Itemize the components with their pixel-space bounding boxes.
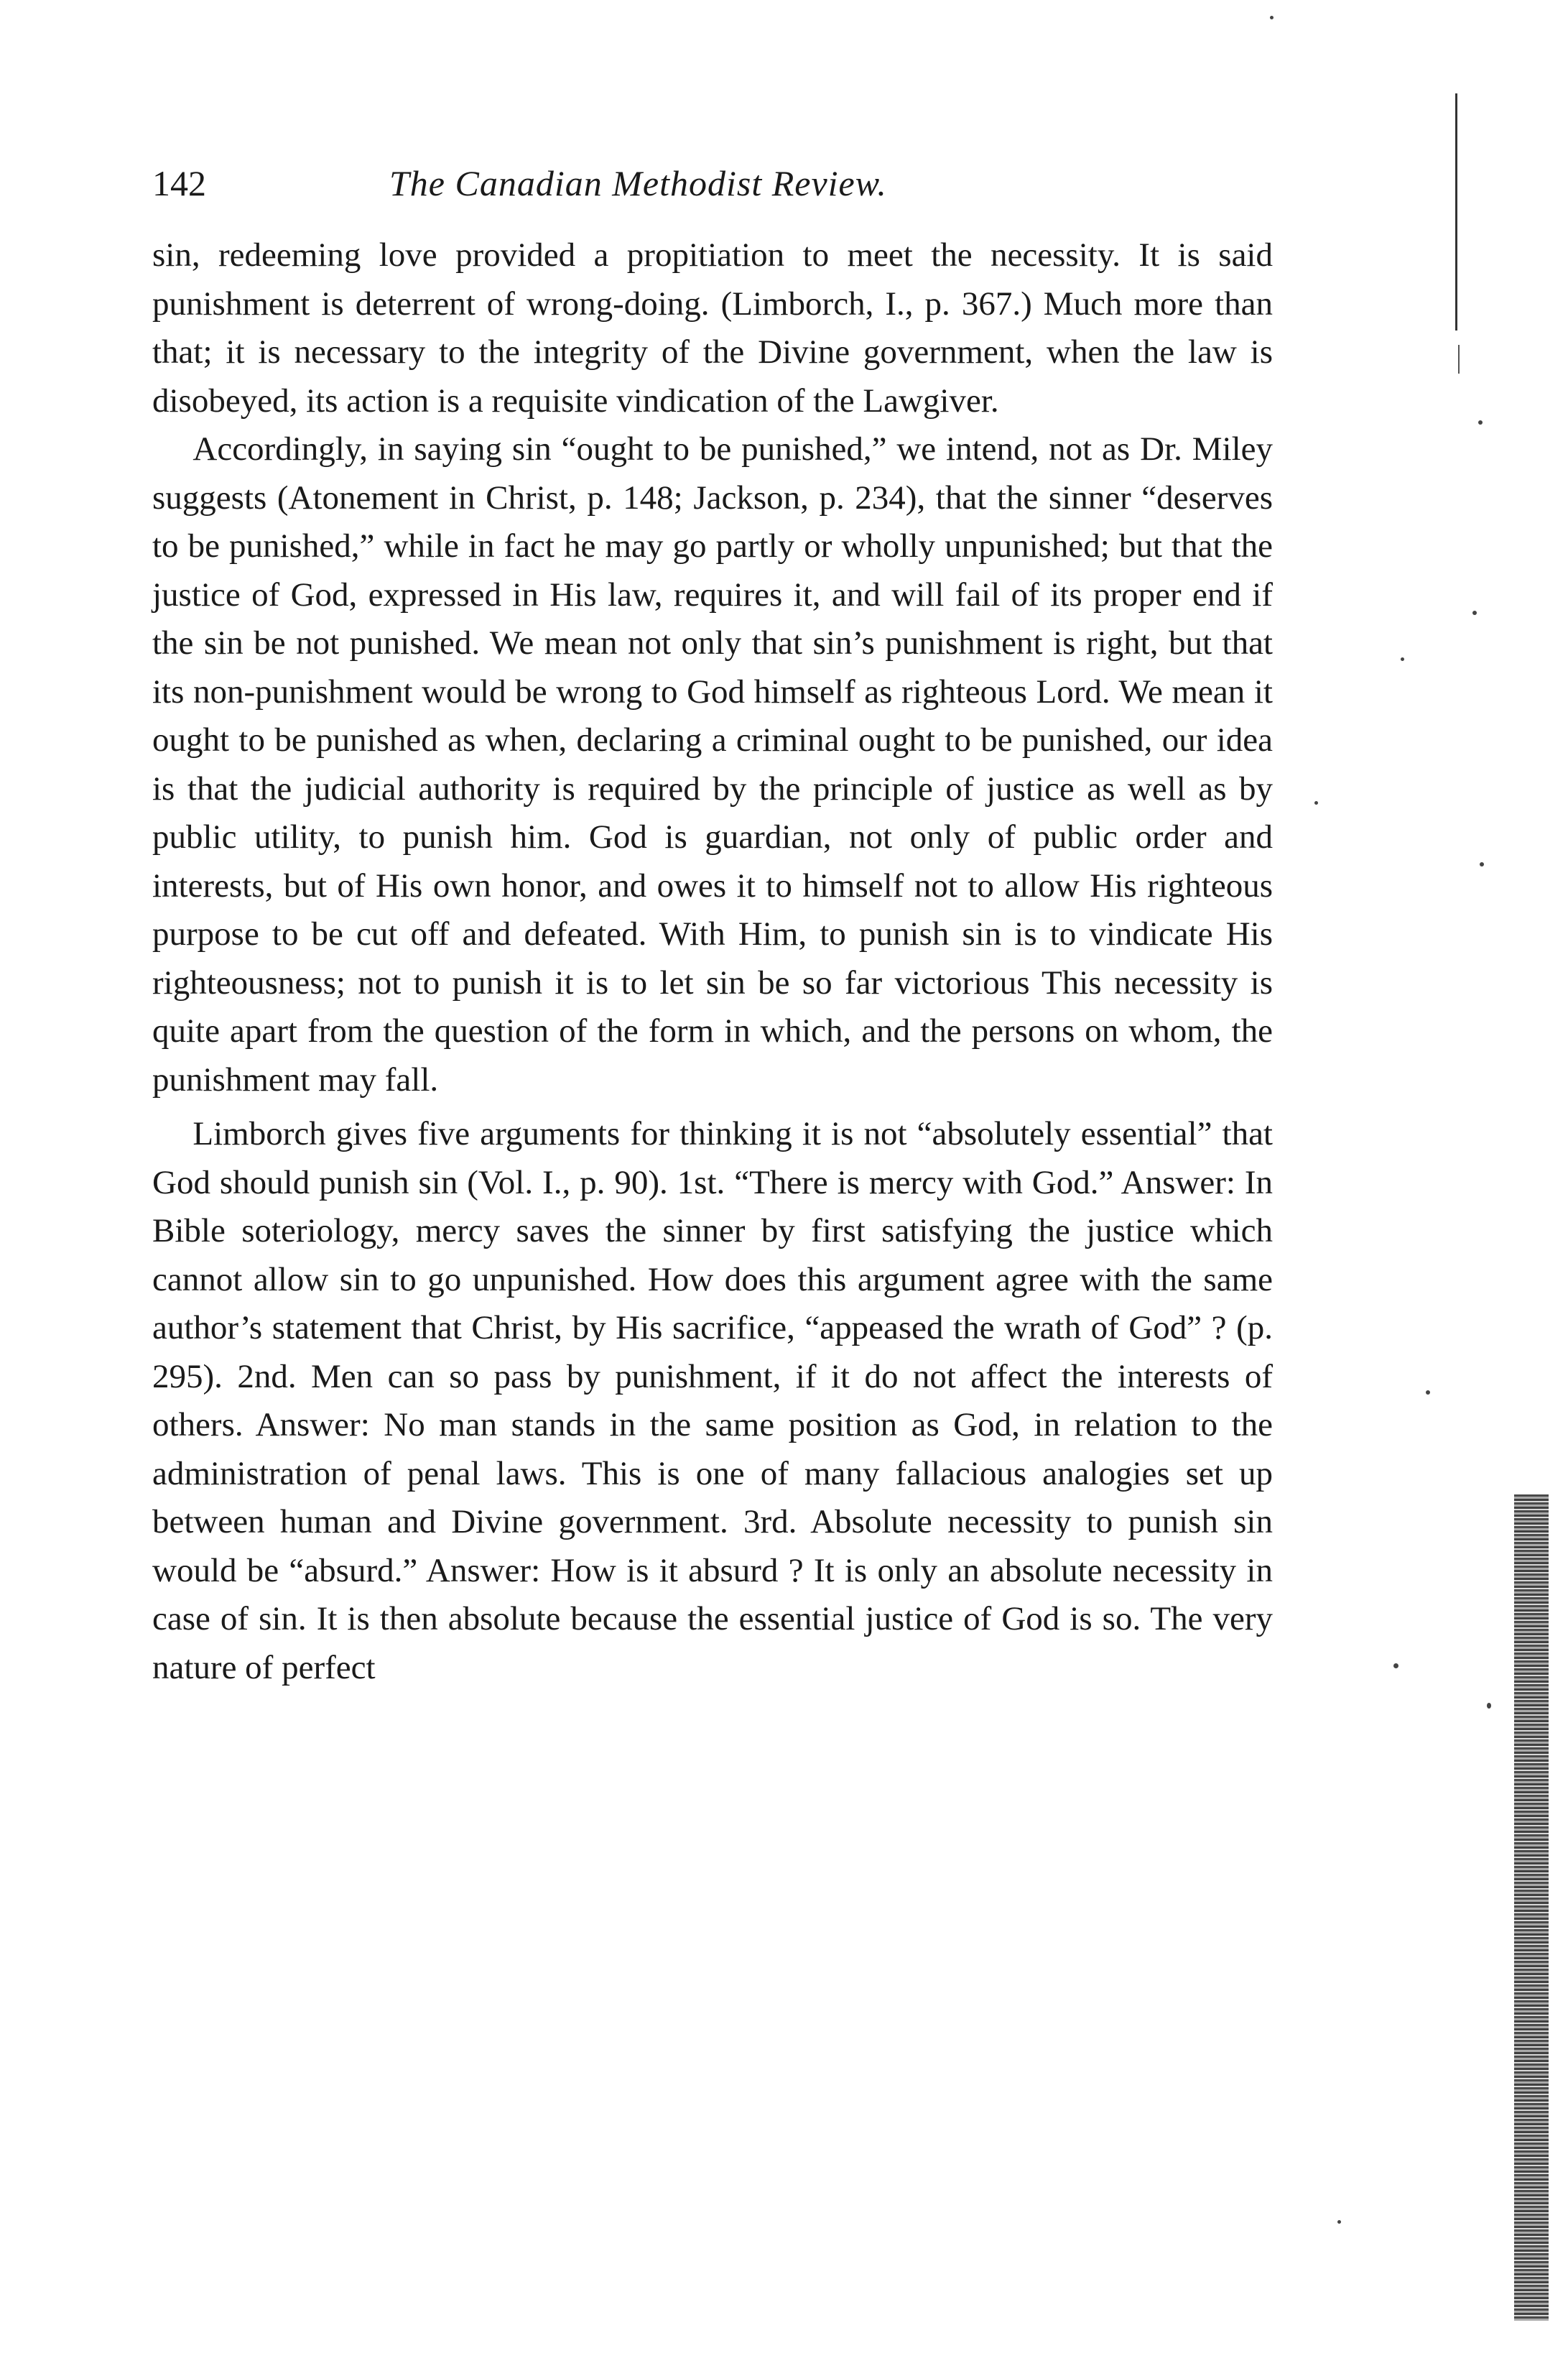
paragraph: Accordingly, in saying sin “ought to be punished,” we intend, not as Dr. Miley suggests (Atonement in Christ, p. 148; Jackson, p. 234), that the sinner “deserves to be punished,” while in fact he may go partly or wholly unpunished; but that the justice of God, expressed in His law, requires it, and will fail of its proper end if the sin be not punished. We mean not only that sin’s punishment is right, but that its non-punishment would be wrong to God himself as righteous Lord. We mean it ought to be punished as when, declaring a criminal ought to be punished, our idea is that the judicial authority is required by the principle of justice as well as by public utility, to punish him. God is guardian, not only of public order and interests, but of His own honor, and owes it to himself not to allow His righteous purpose to be cut off and defeated. With Him, to punish sin is to vindicate His righteousness; not to punish it is to let sin be so far victorious This necessity is quite apart from the question of the form in which, and the persons on whom, the punishment may fall. bbox=[152, 430, 1273, 1099]
binding-edge bbox=[1514, 1494, 1549, 2321]
scan-speck bbox=[1426, 1390, 1430, 1395]
scan-speck bbox=[1472, 611, 1477, 615]
scan-speck bbox=[1337, 2220, 1341, 2224]
running-title: The Canadian Methodist Review. bbox=[389, 163, 887, 203]
article-body bbox=[152, 231, 1273, 1692]
scan-speck bbox=[1270, 16, 1274, 19]
running-header bbox=[152, 151, 1273, 216]
scan-speck bbox=[1314, 801, 1318, 805]
scan-edge-line bbox=[1455, 93, 1457, 331]
scan-edge-line bbox=[1458, 345, 1460, 374]
scan-speck bbox=[1478, 420, 1483, 425]
paragraph: Limborch gives five arguments for thinking it is not “absolutely essential” that God should punish sin (Vol. I., p. 90). 1st. “There is mercy with God.” Answer: In Bible soteriology, mercy saves the sinner by first satisfying the justice which cannot allow sin to go unpunished. How does this argument agree with the same author’s statement that Christ, by His sacrifice, “appeased the wrath of God” ? (p. 295). 2nd. Men can so pass by punishment, if it do not affect the interests of others. Answer: No man stands in the same position as God, in relation to the administration of penal laws. This is one of many fallacious analogies set up between human and Divine government. 3rd. Absolute necessity to punish sin would be “absurd.” Answer: How is it absurd ? It is only an absolute necessity in case of sin. It is then absolute because the essential justice of God is so. The very nature of perfect bbox=[152, 1115, 1273, 1686]
paragraph: sin, redeeming love provided a propitiation to meet the necessity. It is said punishment is deterrent of wrong-doing. (Limborch, I., p. 367.) Much more than that; it is necessary to the integrity of the Divine government, when the law is disobeyed, its action is a requisite vindication of the Lawgiver. bbox=[152, 236, 1273, 420]
scan-speck bbox=[1393, 1663, 1398, 1668]
scan-speck bbox=[1401, 657, 1404, 661]
scan-speck bbox=[1487, 1703, 1491, 1709]
page-number: 142 bbox=[152, 163, 206, 203]
scan-speck bbox=[1480, 862, 1484, 866]
